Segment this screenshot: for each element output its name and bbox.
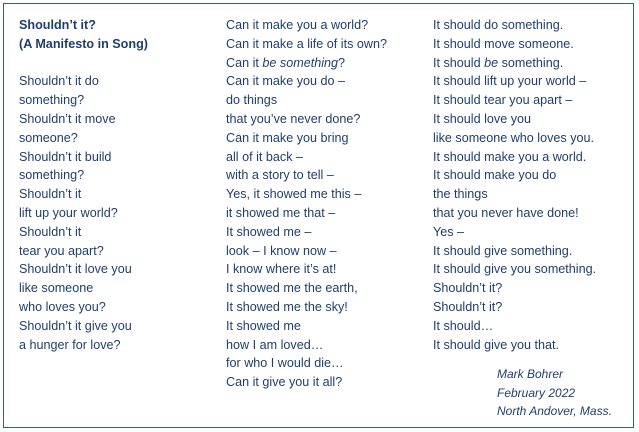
poem-line <box>226 54 387 73</box>
poem-line: It should give you that. <box>433 337 560 352</box>
author-name: Mark Bohrer <box>497 367 564 381</box>
poem-line: all of it back – <box>226 149 304 164</box>
poem-line: Shouldn’t it <box>19 187 82 202</box>
poem-line: Can it make you a world? <box>226 18 369 32</box>
poem-line: It should make you do <box>433 168 557 183</box>
poem-line: Can it make a life of its own? <box>226 36 387 51</box>
poem-line: It should love you <box>433 111 532 126</box>
poem-line: with a story to tell – <box>226 168 334 183</box>
poem-line: It showed me the sky! <box>226 299 348 314</box>
poem-line: Shouldn’t it love you <box>19 262 132 277</box>
poem-line: like someone <box>19 281 94 296</box>
poem-line: It should lift up your world – <box>433 74 587 89</box>
poem-line: how I am loved… <box>226 337 324 352</box>
poem-line-text: something. <box>498 55 564 70</box>
poem-line: someone? <box>19 130 78 145</box>
poem-line: who loves you? <box>19 299 106 314</box>
poem-line: It should move someone. <box>433 36 574 51</box>
stanza-gap <box>19 54 148 73</box>
poem-line: Shouldn’t it build <box>19 149 112 164</box>
poem-line: it showed me that – <box>226 205 336 220</box>
emphasis-text: be something <box>262 55 339 70</box>
poem-column-2 <box>226 16 387 392</box>
poem-line: for who I would die… <box>226 356 344 371</box>
poem-line: It showed me the earth, <box>226 281 358 296</box>
poem-line: the things <box>433 187 488 202</box>
signature-place: North Andover, Mass. <box>497 404 612 418</box>
poem-line: tear you apart? <box>19 243 104 258</box>
poem-line: It should make you a world. <box>433 149 587 164</box>
poem-line: Shouldn’t it do <box>19 74 99 89</box>
poem-line: It showed me – <box>226 224 312 239</box>
poem-line: I know where it’s at! <box>226 262 337 277</box>
poem-line: look – I know now – <box>226 243 337 258</box>
emphasis-text: be <box>484 55 499 70</box>
signature-block <box>497 365 612 421</box>
signature-date: February 2022 <box>497 385 576 400</box>
poem-line: Shouldn’t it move <box>19 111 116 126</box>
poem-line: Can it make you bring <box>226 130 349 145</box>
poem-line: Yes, it showed me this – <box>226 187 362 202</box>
poem-line: It should give something. <box>433 243 573 258</box>
poem-line: do things <box>226 93 278 108</box>
poem-line: Can it make you do – <box>226 74 346 89</box>
poem-column-1 <box>19 16 148 354</box>
poem-line: It should tear you apart – <box>433 93 573 108</box>
poem-line: lift up your world? <box>19 205 118 220</box>
poem-line-text: ? <box>338 55 346 70</box>
poem-line-text: It should <box>433 55 485 70</box>
poem-title: Shouldn’t it? <box>19 18 96 32</box>
poem-line: Shouldn’t it? <box>433 281 503 296</box>
poem-line: Shouldn’t it give you <box>19 318 132 333</box>
poem-line-text: Can it <box>226 55 263 70</box>
poem-subtitle: (A Manifesto in Song) <box>19 36 148 51</box>
poem-line: that you’ve never done? <box>226 111 361 126</box>
poem-line: It showed me <box>226 318 301 333</box>
poem-line: Yes – <box>433 224 465 239</box>
poem-column-3 <box>433 16 596 354</box>
poem-line: a hunger for love? <box>19 337 121 352</box>
poem-line: like someone who loves you. <box>433 130 595 145</box>
poem-line: something? <box>19 168 85 183</box>
poem-line: Shouldn’t it? <box>433 299 503 314</box>
poem-line: It should do something. <box>433 18 564 32</box>
poem-line: something? <box>19 93 85 108</box>
poem-line: It should give you something. <box>433 262 597 277</box>
poem-line: Shouldn’t it <box>19 224 82 239</box>
poem-line <box>433 54 596 73</box>
poem-line: It should… <box>433 318 494 333</box>
poem-line: that you never have done! <box>433 205 579 220</box>
poem-line: Can it give you it all? <box>226 375 343 390</box>
